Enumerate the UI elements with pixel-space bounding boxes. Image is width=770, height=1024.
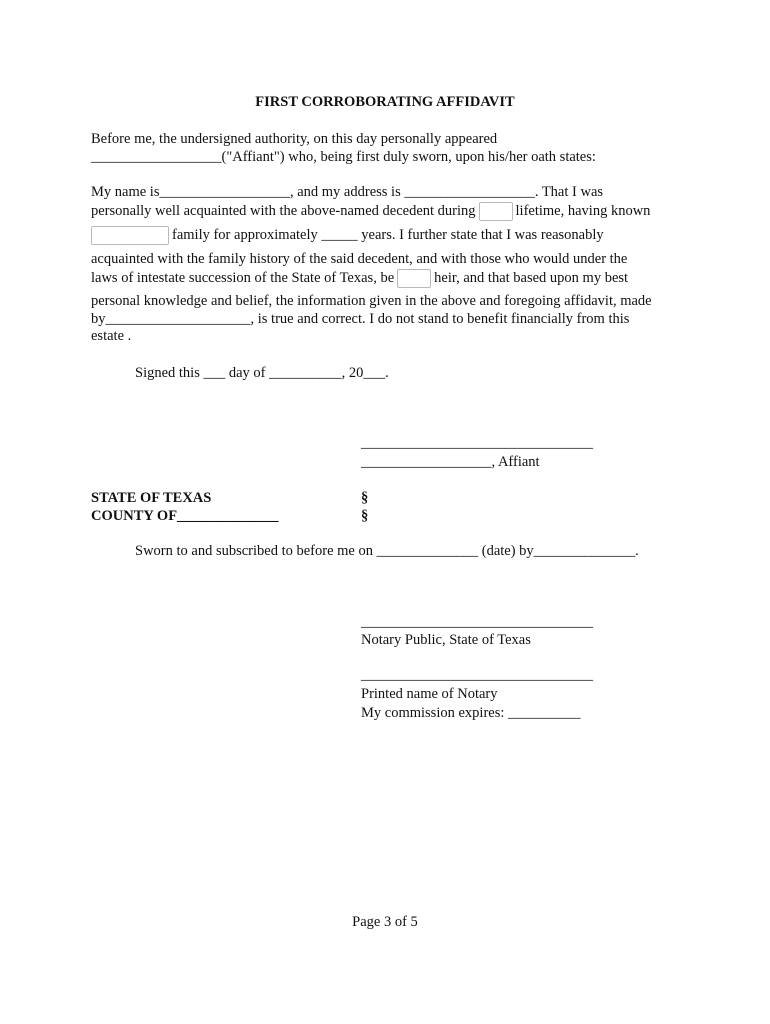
paragraph-line-5-text-b: heir, and that based upon my best [434,270,629,286]
decedent-possessive-field[interactable] [479,202,513,221]
paragraph-line-3 [91,226,604,245]
section-symbol-state: § [361,490,369,506]
page-number: Page 3 of 5 [352,914,418,930]
signed-date-line: Signed this ___ day of __________, 20___. [135,365,389,381]
heir-relation-field[interactable] [397,269,431,288]
paragraph-line-1: My name is__________________, and my address is __________________. That I was [91,184,604,200]
intro-line-1: Before me, the undersigned authority, on this day personally appeared [91,131,498,147]
paragraph-line-3-text: family for approximately _____ years. I further state that I was reasonably [172,227,604,243]
paragraph-line-8: estate . [91,328,132,344]
relationship-field[interactable] [91,226,169,245]
paragraph-line-5 [91,269,628,288]
section-symbol-county: § [361,508,369,524]
paragraph-line-6: personal knowledge and belief, the information given in the above and foregoing affidavit, made [91,293,652,309]
intro-line-2: __________________("Affiant") who, being first duly sworn, upon his/her oath states: [91,149,596,165]
notary-title: Notary Public, State of Texas [361,632,531,648]
paragraph-line-2 [91,202,650,221]
paragraph-line-4: acquainted with the family history of the said decedent, and with those who would under the [91,251,628,267]
paragraph-line-2-text-b: lifetime, having known [515,203,651,219]
notary-signature-line: ________________________________ [361,614,593,630]
document-title: FIRST CORROBORATING AFFIDAVIT [255,94,515,110]
county-label: COUNTY OF______________ [91,508,279,524]
affiant-signature-line: ________________________________ [361,435,593,451]
notary-printed-name-line: ________________________________ [361,667,593,683]
affiant-name-line: __________________, Affiant [361,454,540,470]
paragraph-line-2-text-a: personally well acquainted with the above-named decedent during [91,203,476,219]
commission-expires-line: My commission expires: __________ [361,705,581,721]
notary-printed-name-label: Printed name of Notary [361,686,498,702]
paragraph-line-7: by____________________, is true and correct. I do not stand to benefit financially from this [91,311,630,327]
paragraph-line-5-text-a: laws of intestate succession of the State of Texas, be [91,270,395,286]
sworn-line: Sworn to and subscribed to before me on ______________ (date) by______________. [135,543,639,559]
state-label: STATE OF TEXAS [91,490,212,506]
